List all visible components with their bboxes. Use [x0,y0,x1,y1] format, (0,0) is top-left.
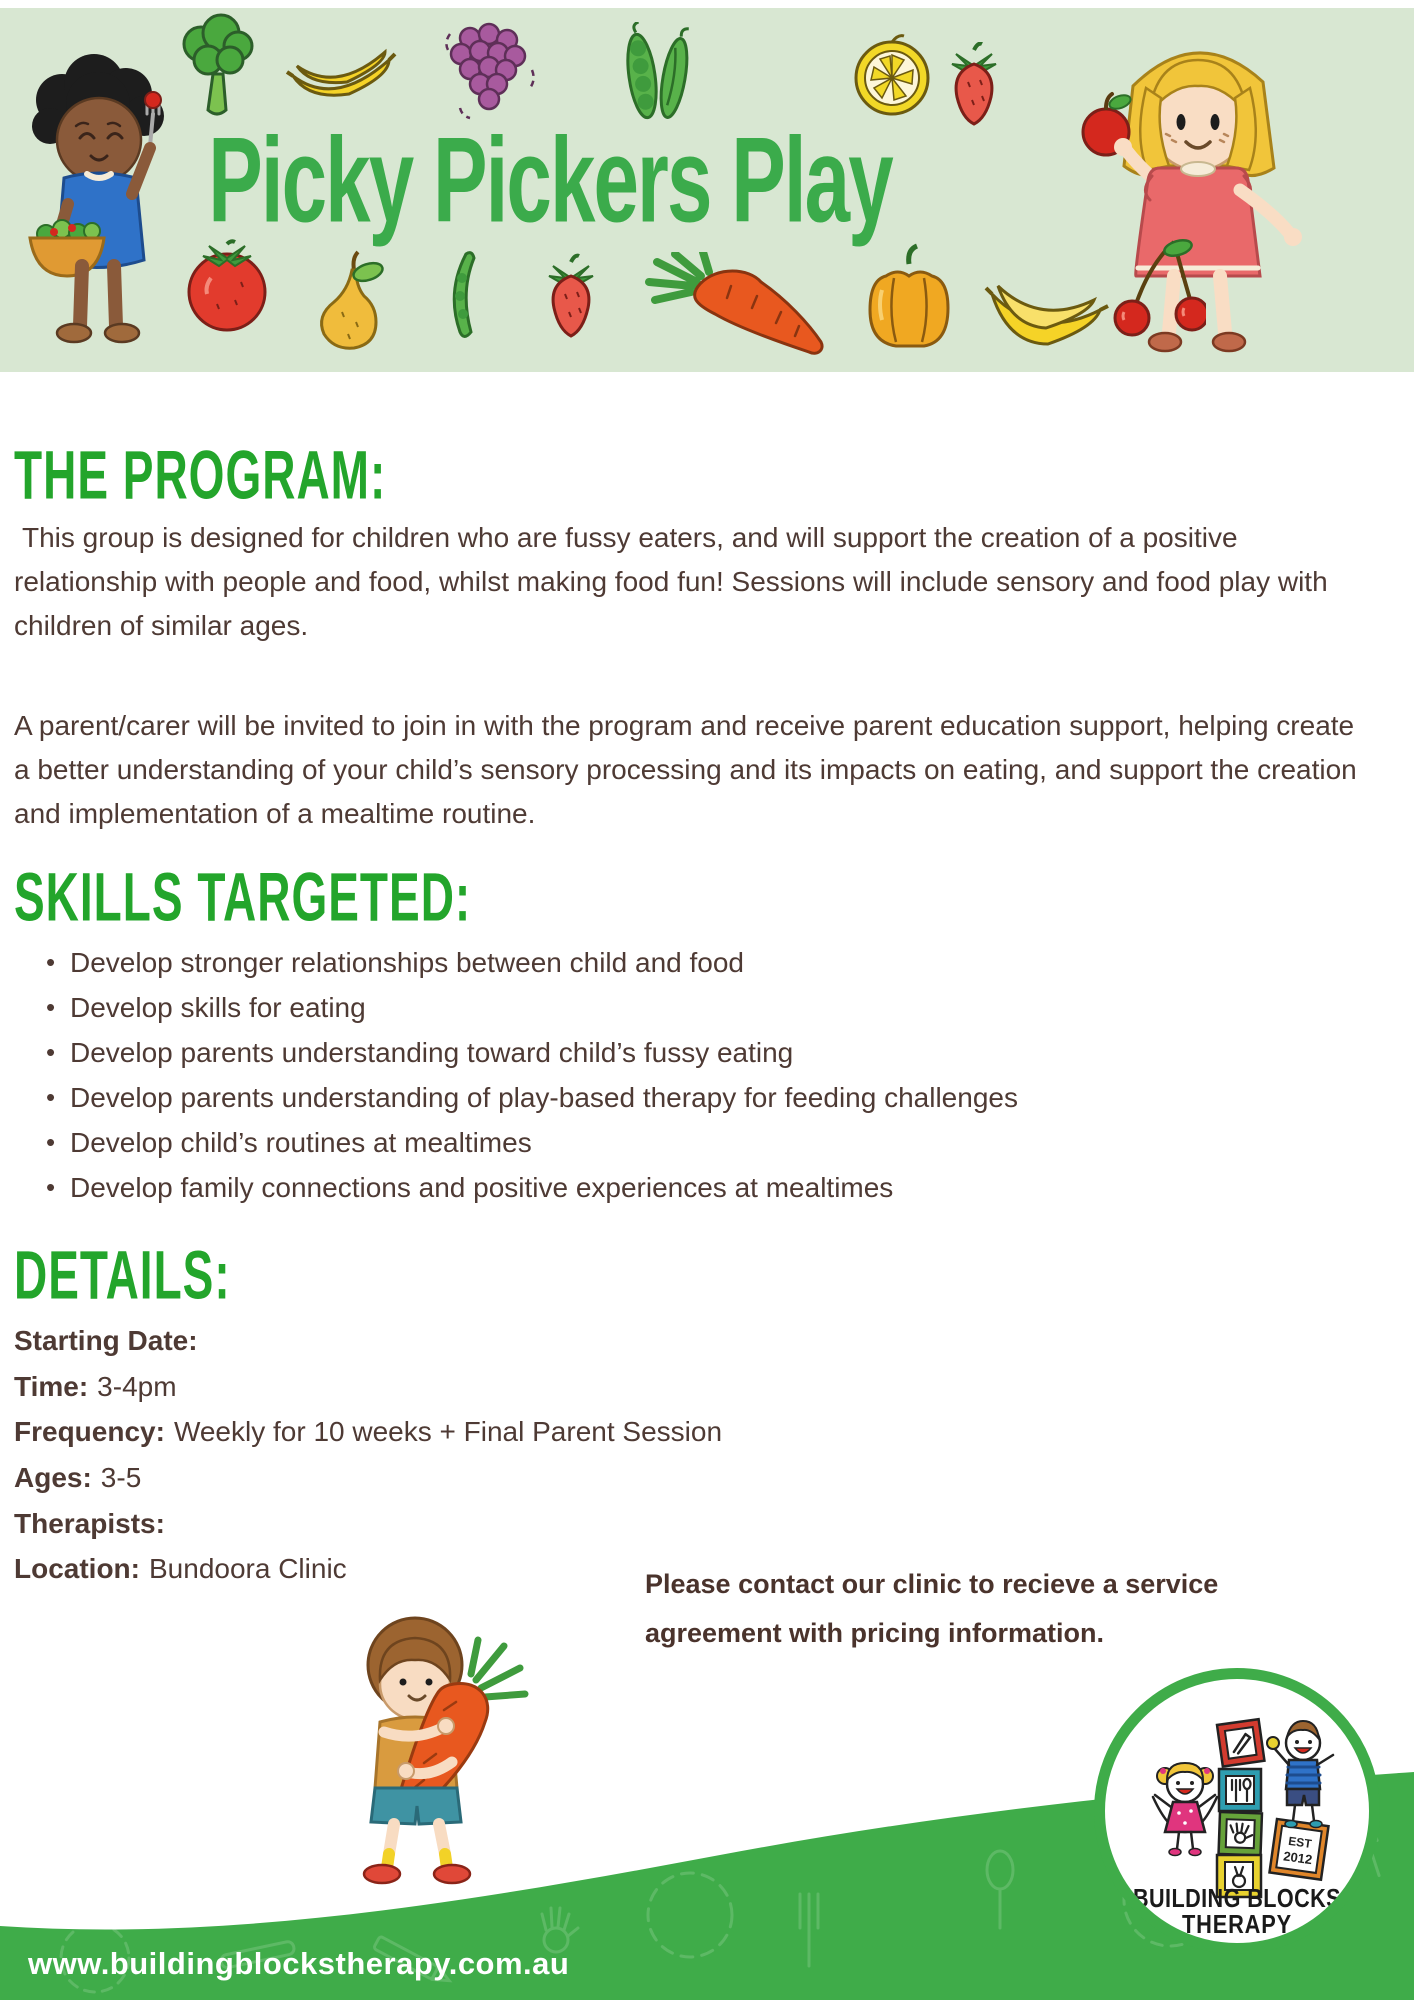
logo-text-line1: BUILDING BLOCKS [1133,1883,1341,1913]
program-heading: THE PROGRAM: [14,435,387,514]
detail-label: Time: [14,1370,89,1402]
contact-note: Please contact our clinic to recieve a service agreement with pricing information. [645,1569,1219,1648]
skills-item: • Develop stronger relationships between child and food [44,940,1344,985]
building-blocks-therapy-logo [1094,1668,1380,1954]
website-link[interactable]: www.buildingblockstherapy.com.au [28,1946,570,1981]
skills-item: • Develop parents understanding of play-based therapy for feeding challenges [44,1075,1344,1120]
details-list [14,1318,914,1592]
skills-item: • Develop parents understanding toward child’s fussy eating [44,1030,1344,1075]
logo-text-line2: THERAPY [1182,1909,1292,1939]
detail-label: Location: [14,1553,140,1585]
detail-row [14,1318,914,1364]
detail-value: 3-4pm [97,1370,177,1402]
skills-item: • Develop skills for eating [44,985,1344,1030]
skills-item: • Develop family connections and positive experiences at mealtimes [44,1165,1344,1210]
strawberry-icon [942,42,1006,130]
detail-label: Starting Date: [14,1324,198,1356]
banner [0,8,1414,372]
details-heading: DETAILS: [14,1235,231,1314]
detail-label: Ages: [14,1461,92,1493]
detail-row [14,1455,914,1501]
detail-value: 3-5 [100,1461,142,1493]
skills-item: • Develop child’s routines at mealtimes [44,1120,1344,1165]
banana-icon [982,266,1110,362]
detail-value: Bundoora Clinic [149,1553,347,1585]
detail-row [14,1409,914,1455]
detail-label: Frequency: [14,1416,165,1448]
detail-row [14,1501,914,1547]
banner-title: Picky Pickers Play [208,113,892,248]
logo-est-line2: 2012 [1282,1848,1314,1868]
logo-est-line1: EST [1287,1833,1313,1851]
program-paragraph-1: This group is designed for children who are fussy eaters, and will support the creation of a positive relationship with people and food, whilst making food fun! Sessions will include sensory and food play with children of similar ages. [14,522,1328,641]
skills-heading: SKILLS TARGETED: [14,857,472,936]
cherries-icon [1112,232,1206,338]
detail-value: Weekly for 10 weeks + Final Parent Session [173,1416,723,1448]
detail-label: Therapists: [14,1507,165,1539]
detail-row [14,1364,914,1410]
boy-with-salad-bowl-icon [2,42,192,344]
skills-list [44,940,1344,1210]
program-paragraph-2: A parent/carer will be invited to join in with the program and receive parent education support, helping create a better understanding of your child’s sensory processing and its impacts on eating, and support the creation and implementation of a mealtime routine. [14,710,1357,829]
